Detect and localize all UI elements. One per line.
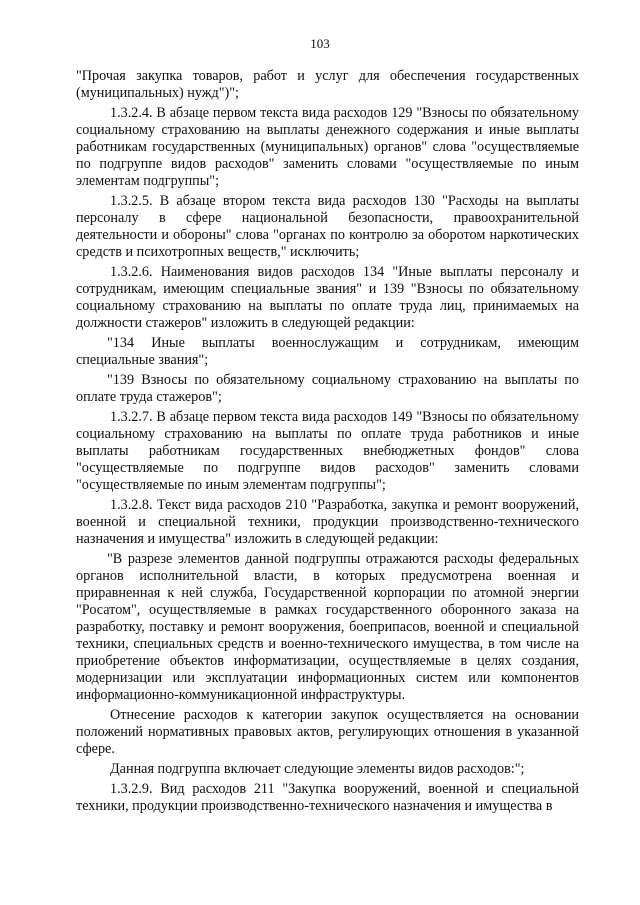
document-body (76, 68, 579, 818)
paragraph-quote-210-text: "В разрезе элементов данной подгруппы отражаются расходы федеральных органов исполнительной власти, в которых предусмотрена военная и приравненная к ней служба, Государственной корпорации по атомной энергии "Росатом", осуществляемые в рамках государственного оборонного заказа на разработку, поставку и ремонт вооружения, боеприпасов, военной и специальной техники, специальных средств и военно-технического имущества, в том числе на приобретение объектов информатизации, осуществляемые в целях создания, модернизации или эксплуатации информационных систем или компонентов информационно-коммуникационной инфраструктуры. (76, 551, 579, 703)
paragraph-quote-139: "139 Взносы по обязательному социальному страхованию на выплаты по оплате труда стажеров"; (76, 372, 579, 405)
paragraph-1-3-2-8: 1.3.2.8. Текст вида расходов 210 "Разработка, закупка и ремонт вооружений, военной и специальной техники, продукции производственно-технического назначения и имущества" изложить в следующей редакции: (76, 497, 579, 547)
paragraph-1-3-2-6: 1.3.2.6. Наименования видов расходов 134 "Иные выплаты персоналу и сотрудникам, имеющим специальные звания" и 139 "Взносы по обязательному социальному страхованию на выплаты по оплате труда лиц, принимаемых на должности стажеров" изложить в следующей редакции: (76, 264, 579, 331)
paragraph-1-3-2-4: 1.3.2.4. В абзаце первом текста вида расходов 129 "Взносы по обязательному социальному страхованию на выплаты денежного содержания и иные выплаты работникам государственных (муниципальных) органов" слова "осуществляемые по подгруппе видов расходов" заменить словами "осуществляемые по иным элементам подгруппы"; (76, 105, 579, 189)
paragraph-quote-134: "134 Иные выплаты военнослужащим и сотрудникам, имеющим специальные звания"; (76, 335, 579, 368)
paragraph-1-3-2-7: 1.3.2.7. В абзаце первом текста вида расходов 149 "Взносы по обязательному социальному страхованию на выплаты по оплате труда работников и иные выплаты работникам государственных внебюджетных фондов" слова "осуществляемые по подгруппе видов расходов" заменить словами "осуществляемые по иным элементам подгруппы"; (76, 409, 579, 493)
paragraph-quote-end: "Прочая закупка товаров, работ и услуг для обеспечения государственных (муниципальных) нужд")"; (76, 68, 579, 101)
paragraph-1-3-2-9: 1.3.2.9. Вид расходов 211 "Закупка вооружений, военной и специальной техники, продукции производственно-технического назначения и имущества в (76, 781, 579, 814)
paragraph-subgroup-elements: Данная подгруппа включает следующие элементы видов расходов:"; (110, 761, 525, 777)
page-number: 103 (310, 36, 330, 51)
paragraph-1-3-2-5: 1.3.2.5. В абзаце втором текста вида расходов 130 "Расходы на выплаты персоналу в сфере национальной безопасности, правоохранительной деятельности и обороны" слова "органах по контролю за оборотом наркотических средств и психотропных веществ," исключить; (76, 193, 579, 260)
paragraph-procurement-category: Отнесение расходов к категории закупок осуществляется на основании положений нормативных правовых актов, регулирующих отношения в указанной сфере. (76, 707, 579, 757)
